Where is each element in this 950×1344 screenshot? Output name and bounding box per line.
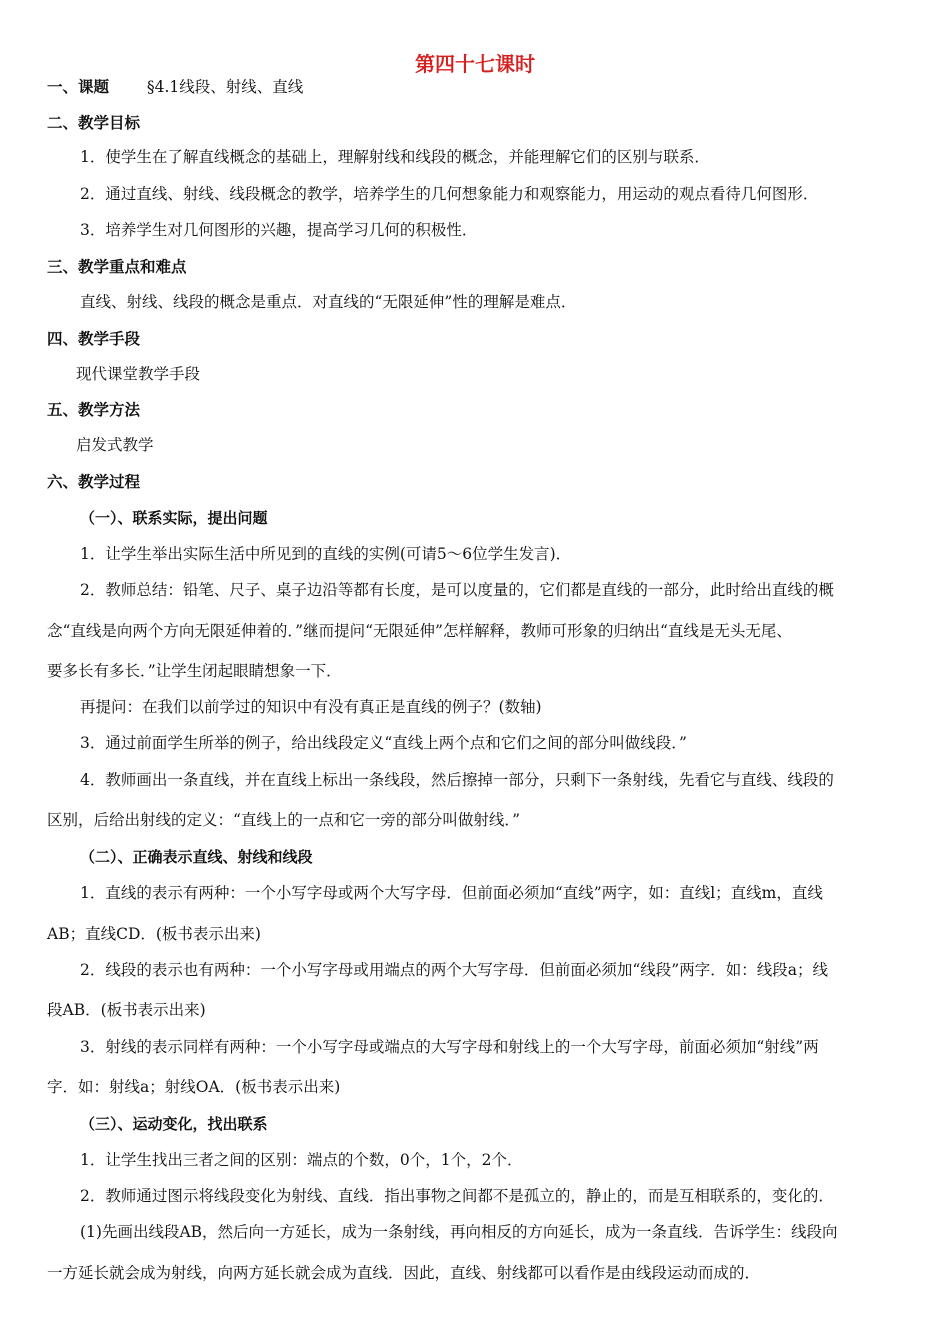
part1-title: （一）、联系实际，提出问题 — [80, 509, 268, 527]
part1-line-3: 再提问：在我们以前学过的知识中有没有真正是直线的例子？(数轴) — [80, 698, 542, 716]
part3-line-3a: (1)先画出线段AB，然后向一方延长，成为一条射线，再向相反的方向延长，成为一条直线．告诉学生：线段向 — [80, 1223, 838, 1241]
part1-line-2a: 2．教师总结：铅笔、尺子、桌子边沿等都有长度，是可以度量的，它们都是直线的一部分，此时给出直线的概 — [80, 581, 834, 599]
part1-line-4: 3．通过前面学生所举的例子，给出线段定义“直线上两个点和它们之间的部分叫做线段．” — [80, 734, 687, 752]
part3-line-2: 2．教师通过图示将线段变化为射线、直线．指出事物之间都不是孤立的，静止的，而是互相联系的，变化的． — [80, 1187, 834, 1205]
part2-line-3b: 字．如：射线a；射线OA．(板书表示出来) — [47, 1078, 341, 1096]
goal-item-3: 3．培养学生对几何图形的兴趣，提高学习几何的积极性． — [80, 221, 478, 239]
part3-line-1: 1．让学生找出三者之间的区别：端点的个数，0个，1个，2个． — [80, 1151, 523, 1169]
section-heading-means: 四、教学手段 — [47, 330, 141, 348]
part2-title: （二）、正确表示直线、射线和线段 — [80, 848, 313, 866]
section-heading-method: 五、教学方法 — [47, 401, 141, 419]
method-text: 启发式教学 — [76, 436, 154, 454]
part2-line-1a: 1．直线的表示有两种：一个小写字母或两个大写字母．但前面必须加“直线”两字，如：直线l；直线m，直线 — [80, 884, 823, 902]
section-topic — [47, 76, 303, 98]
section-heading-topic: 一、课题 — [47, 78, 110, 96]
part2-line-2a: 2．线段的表示也有两种：一个小写字母或用端点的两个大写字母．但前面必须加“线段”两字．如：线段a；线 — [80, 961, 828, 979]
part2-line-2b: 段AB．(板书表示出来) — [47, 1001, 206, 1019]
goal-item-2: 2．通过直线、射线、线段概念的教学，培养学生的几何想象能力和观察能力，用运动的观点看待几何图形． — [80, 185, 819, 203]
part2-line-1b: AB；直线CD．(板书表示出来) — [47, 925, 261, 943]
document-title: 第四十七课时 — [415, 52, 535, 76]
part1-line-2c: 要多长有多长．”让学生闭起眼睛想象一下． — [47, 662, 342, 680]
goal-item-1: 1．使学生在了解直线概念的基础上，理解射线和线段的概念，并能理解它们的区别与联系． — [80, 148, 710, 166]
section-heading-focus: 三、教学重点和难点 — [47, 258, 187, 276]
part1-line-5a: 4．教师画出一条直线，并在直线上标出一条线段，然后擦掉一部分，只剩下一条射线，先看它与直线、线段的 — [80, 771, 834, 789]
focus-text: 直线、射线、线段的概念是重点．对直线的“无限延伸”性的理解是难点． — [80, 293, 577, 311]
section-heading-process: 六、教学过程 — [47, 473, 141, 491]
part1-line-5b: 区别，后给出射线的定义：“直线上的一点和它一旁的部分叫做射线．” — [47, 811, 521, 829]
part3-line-3b: 一方延长就会成为射线，向两方延长就会成为直线．因此，直线、射线都可以看作是由线段运动而成的． — [47, 1264, 761, 1282]
part2-line-3a: 3．射线的表示同样有两种：一个小写字母或端点的大写字母和射线上的一个大写字母，前面必须加“射线”两 — [80, 1038, 819, 1056]
part3-title: （三）、运动变化，找出联系 — [80, 1115, 268, 1133]
section-heading-goals: 二、教学目标 — [47, 114, 141, 132]
topic-content: §4.1线段、射线、直线 — [146, 78, 304, 96]
part1-line-1: 1．让学生举出实际生活中所见到的直线的实例(可请5～6位学生发言)． — [80, 545, 572, 563]
means-text: 现代课堂教学手段 — [76, 365, 201, 383]
part1-line-2b: 念“直线是向两个方向无限延伸着的．”继而提问“无限延伸”怎样解释，教师可形象的归纳出“直线是无头无尾、 — [47, 622, 792, 640]
